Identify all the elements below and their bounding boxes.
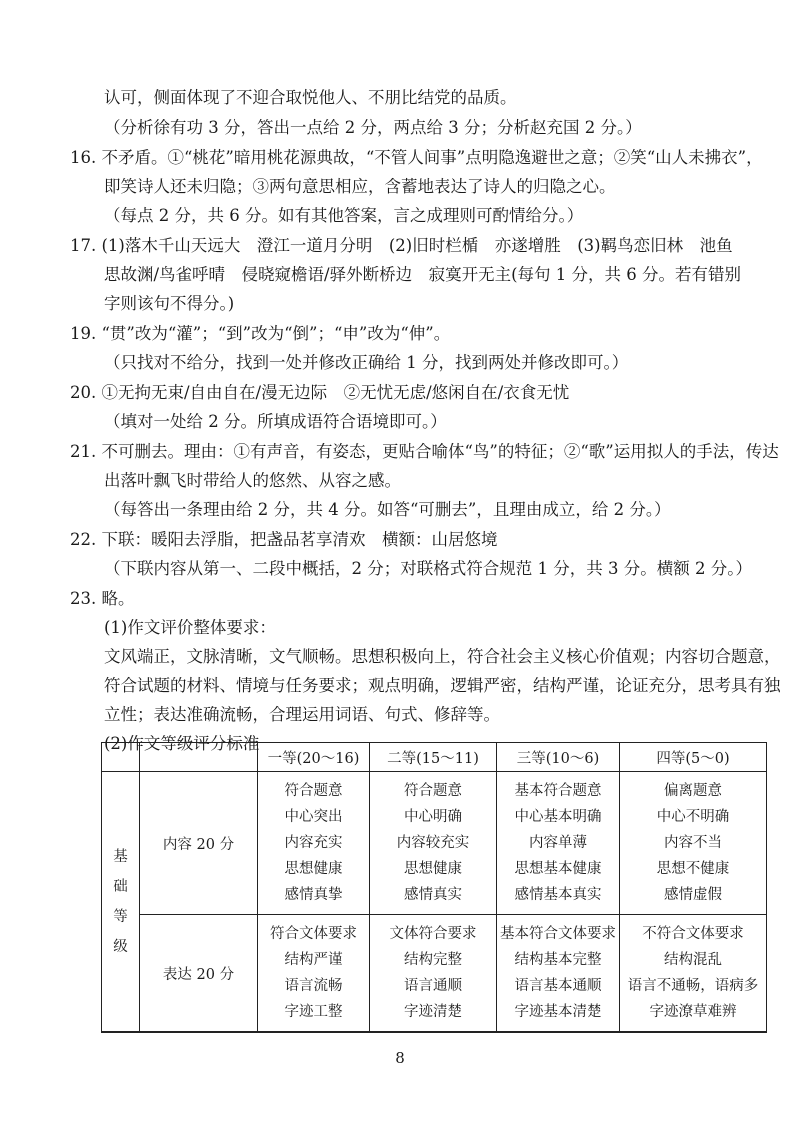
criterion: 结构混乱: [664, 952, 722, 968]
section-heading: (2)作文等级评分标准: [104, 734, 260, 753]
criterion: 感情基本真实: [514, 887, 602, 903]
criterion: 文体符合要求: [389, 926, 477, 942]
text-line: 立性；表达准确流畅，合理运用词语、句式、修辞等。: [104, 705, 500, 724]
grade-header: 一等(20～16): [258, 743, 370, 772]
criteria-cell: [370, 915, 497, 1033]
criteria-cell: [497, 772, 620, 915]
table-cell: [102, 743, 140, 772]
criterion: 感情真实: [404, 887, 462, 903]
grade-header: 三等(10～6): [497, 743, 620, 772]
criterion: 符合题意: [404, 783, 462, 799]
criterion: 思想健康: [284, 861, 343, 877]
criterion: 字迹基本清楚: [514, 1004, 602, 1020]
criterion: 语言流畅: [284, 978, 343, 994]
table-cell: [140, 743, 258, 772]
criterion: 感情虚假: [664, 887, 722, 903]
criterion: 偏离题意: [664, 783, 722, 799]
criterion: 内容充实: [284, 835, 343, 851]
criteria-cell: [258, 772, 370, 915]
label-char: 等: [113, 908, 128, 925]
grade-header: 四等(5～0): [620, 743, 767, 772]
criteria-cell: [497, 915, 620, 1033]
criterion: 基本符合文体要求: [500, 926, 616, 942]
text-line: 字则该句不得分。): [104, 294, 235, 313]
text-line: 即笑诗人还未归隐；③两句意思相应，含蓄地表达了诗人的归隐之心。: [104, 177, 616, 196]
criterion: 中心突出: [284, 809, 343, 825]
question-21: 21. 不可删去。理由：①有声音，有姿态，更贴合喻体“鸟”的特征；②“歌”运用拟人的手法，传达: [70, 442, 779, 461]
criteria-cell: [258, 915, 370, 1033]
criterion: 字迹工整: [284, 1004, 343, 1020]
row-label: 表达 20 分: [140, 915, 258, 1033]
text-line: 出落叶飘飞时带给人的悠然、从容之感。: [104, 471, 401, 490]
scoring-note: （填对一处给 2 分。所填成语符合语境即可。）: [104, 412, 447, 431]
question-22: 22. 下联：暖阳去浮脂，把盏品茗享清欢 横额：山居悠境: [70, 530, 498, 549]
text-line: （分析徐有功 3 分，答出一点给 2 分，两点给 3 分；分析赵充国 2 分。）: [104, 118, 642, 137]
criterion: 不符合文体要求: [642, 926, 744, 942]
criterion: 结构完整: [404, 952, 462, 968]
scoring-note: （下联内容从第一、二段中概括，2 分；对联格式符合规范 1 分，共 3 分。横额 2 分。）: [104, 559, 752, 578]
base-level-label: [102, 772, 140, 1033]
criterion: 语言基本通顺: [514, 978, 602, 994]
row-label: 内容 20 分: [140, 772, 258, 915]
criterion: 内容单薄: [529, 835, 587, 851]
criterion: 语言不通畅，语病多: [627, 978, 759, 994]
criterion: 内容不当: [664, 835, 722, 851]
grading-table: [101, 742, 767, 1033]
criterion: 语言通顺: [404, 978, 462, 994]
criterion: 思想基本健康: [514, 861, 602, 877]
table-row: [102, 915, 767, 1033]
label-char: 级: [113, 938, 128, 955]
table-row: [102, 772, 767, 915]
criterion: 感情真挚: [284, 887, 343, 903]
criteria-cell: [620, 772, 767, 915]
criterion: 结构基本完整: [514, 952, 602, 968]
scoring-note: （只找对不给分，找到一处并修改正确给 1 分，找到两处并修改即可。）: [104, 353, 629, 372]
criterion: 思想健康: [404, 861, 462, 877]
criterion: 符合题意: [284, 783, 343, 799]
text-line: 符合试题的材料、情境与任务要求；观点明确，逻辑严密，结构严谨，论证充分，思考具有独: [104, 676, 781, 695]
text-line: (1)作文评价整体要求：: [104, 618, 276, 637]
question-17: 17. (1)落木千山天远大 澄江一道月分明 (2)旧时栏楯 亦遂增胜 (3)羁鸟恋旧林 池鱼: [70, 236, 733, 255]
table-header-row: [102, 743, 767, 772]
criterion: 中心基本明确: [514, 809, 602, 825]
scoring-note: （每点 2 分，共 6 分。如有其他答案，言之成理则可酌情给分。）: [104, 206, 584, 225]
criterion: 基本符合题意: [514, 783, 602, 799]
criteria-cell: [370, 772, 497, 915]
scoring-note: （每答出一条理由给 2 分，共 4 分。如答“可删去”，且理由成立，给 2 分。）: [104, 500, 671, 519]
question-19: 19. “贯”改为“灌”；“到”改为“倒”；“申”改为“伸”。: [70, 324, 451, 343]
question-23: 23. 略。: [70, 589, 135, 608]
criterion: 符合文体要求: [270, 926, 357, 942]
criteria-cell: [620, 915, 767, 1033]
question-20: 20. ①无拘无束/自由自在/漫无边际 ②无忧无虑/悠闲自在/衣食无忧: [70, 383, 570, 402]
criterion: 内容较充实: [396, 835, 470, 851]
grade-header: 二等(15～11): [370, 743, 497, 772]
criterion: 思想不健康: [656, 861, 730, 877]
criterion: 结构严谨: [284, 952, 343, 968]
criterion: 中心不明确: [656, 809, 730, 825]
text-line: 思故渊/鸟雀呼晴 侵晓窥檐语/驿外断桥边 寂寞开无主(每句 1 分，共 6 分。若有错别: [104, 265, 742, 284]
text-line: 文风端正，文脉清晰，文气顺畅。思想积极向上，符合社会主义核心价值观；内容切合题意，: [104, 647, 781, 666]
text-line: 认可，侧面体现了不迎合取悦他人、不朋比结党的品质。: [104, 88, 517, 107]
page-number: 8: [395, 1049, 405, 1067]
criterion: 字迹清楚: [404, 1004, 462, 1020]
label-char: 基: [113, 848, 128, 865]
criterion: 字迹潦草难辨: [649, 1004, 737, 1020]
criterion: 中心明确: [404, 809, 462, 825]
label-char: 础: [113, 878, 128, 895]
question-16: 16. 不矛盾。①“桃花”暗用桃花源典故，“不管人间事”点明隐逸避世之意；②笑“山人未拂衣”，: [70, 148, 763, 167]
